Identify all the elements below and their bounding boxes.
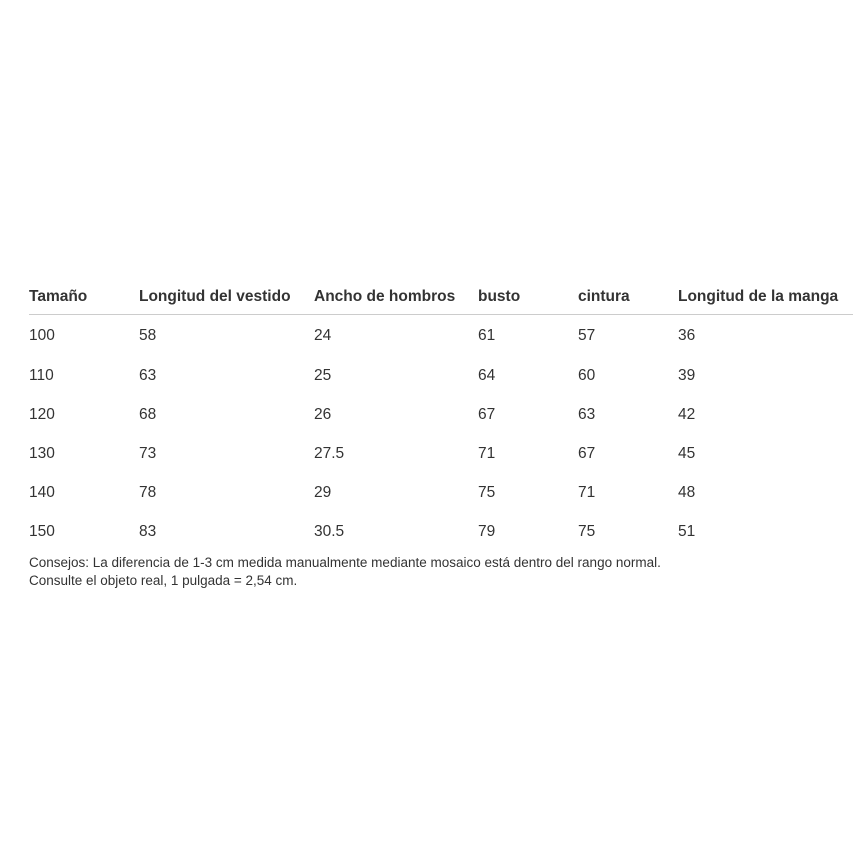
cell-size: 120 [29, 405, 55, 423]
cell-bust: 71 [478, 444, 496, 462]
table-row [29, 473, 853, 512]
cell-bust: 75 [478, 483, 496, 501]
table-row [29, 512, 853, 551]
header-waist: cintura [578, 280, 678, 315]
cell-waist: 57 [578, 326, 596, 344]
cell-waist: 75 [578, 522, 596, 540]
cell-dress-length: 58 [139, 326, 157, 344]
cell-sleeve-length: 45 [678, 444, 696, 462]
cell-dress-length: 63 [139, 366, 157, 384]
cell-waist: 71 [578, 483, 596, 501]
cell-shoulder-width: 29 [314, 483, 332, 501]
cell-sleeve-length: 51 [678, 522, 696, 540]
cell-waist: 67 [578, 444, 596, 462]
cell-sleeve-length: 36 [678, 326, 696, 344]
size-chart-table [29, 280, 853, 551]
table-row [29, 395, 853, 434]
cell-shoulder-width: 24 [314, 326, 332, 344]
size-notes [29, 554, 661, 590]
cell-bust: 67 [478, 405, 496, 423]
header-shoulder-width: Ancho de hombros [314, 280, 478, 315]
table-header-row [29, 280, 853, 315]
header-dress-length: Longitud del vestido [139, 280, 314, 315]
cell-size: 100 [29, 326, 55, 344]
cell-size: 140 [29, 483, 55, 501]
cell-waist: 63 [578, 405, 596, 423]
note-line-tips: Consejos: La diferencia de 1-3 cm medida manualmente mediante mosaico está dentro del rango normal. [29, 555, 661, 570]
cell-size: 150 [29, 522, 55, 540]
cell-dress-length: 68 [139, 405, 157, 423]
cell-shoulder-width: 30.5 [314, 522, 345, 540]
cell-shoulder-width: 26 [314, 405, 332, 423]
header-sleeve-length: Longitud de la manga [678, 280, 853, 315]
cell-sleeve-length: 48 [678, 483, 696, 501]
header-size: Tamaño [29, 280, 139, 315]
table-row [29, 434, 853, 473]
cell-bust: 61 [478, 326, 496, 344]
header-bust: busto [478, 280, 578, 315]
table-row [29, 356, 853, 395]
cell-sleeve-length: 39 [678, 366, 696, 384]
cell-waist: 60 [578, 366, 596, 384]
cell-size: 130 [29, 444, 55, 462]
cell-bust: 64 [478, 366, 496, 384]
cell-bust: 79 [478, 522, 496, 540]
cell-sleeve-length: 42 [678, 405, 696, 423]
note-line-conversion: Consulte el objeto real, 1 pulgada = 2,54 cm. [29, 573, 298, 588]
cell-size: 110 [29, 366, 54, 384]
cell-dress-length: 73 [139, 444, 157, 462]
cell-shoulder-width: 25 [314, 366, 332, 384]
cell-dress-length: 78 [139, 483, 157, 501]
cell-dress-length: 83 [139, 522, 157, 540]
size-chart [29, 280, 853, 551]
table-row [29, 315, 853, 357]
cell-shoulder-width: 27.5 [314, 444, 345, 462]
